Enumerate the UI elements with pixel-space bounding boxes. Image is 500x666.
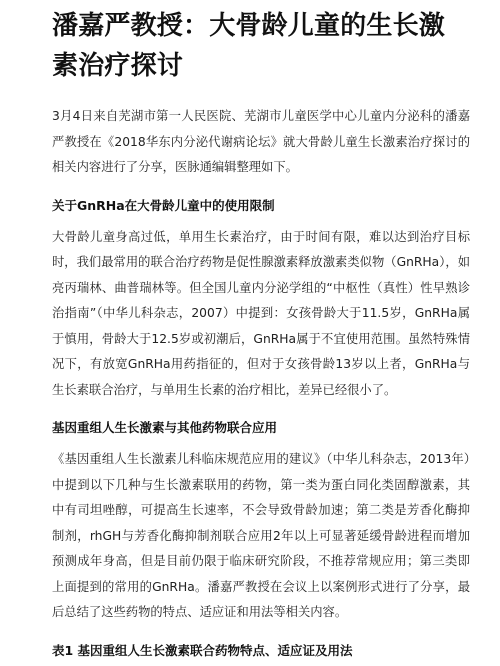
spacer	[52, 181, 470, 195]
section-body-combination-drugs: 《基因重组人生长激素儿科临床规范应用的建议》（中华儿科杂志，2013年）中提到以下几种与生长激素联用的药物，第一类为蛋白同化类固醇激素，其中有司坦唑醇，可提高生长速率，不会导致骨龄加速；第二类是芳香化酶抑制剂，rhGH与芳香化酶抑制剂联合应用2年以上可显著延缓骨龄进程而增加预测成年身高，但是目前仍限于临床研究阶段，不推荐常规应用；第三类即上面提到的常用的GnRHa。潘嘉严教授在会议上以案例形式进行了分享，最后总结了这些药物的特点、适应证和用法等相关内容。	[52, 452, 470, 619]
table-caption: 表1 基因重组人生长激素联合药物特点、适应证及用法	[52, 642, 353, 658]
section-heading-combination-drugs: 基因重组人生长激素与其他药物联合应用	[52, 420, 278, 435]
intro-paragraph: 3月4日来自芜湖市第一人民医院、芜湖市儿童医学中心儿童内分泌科的潘嘉严教授在《2018华东内分泌代谢病论坛》就大骨龄儿童生长激素治疗探讨的相关内容进行了分享，医脉通编辑整理如下。	[52, 109, 470, 174]
spacer	[52, 403, 470, 417]
spacer	[52, 217, 470, 225]
article-title: 潘嘉严教授：大骨龄儿童的生长激素治疗探讨	[52, 11, 446, 81]
section-body-gnrha-limits: 大骨龄儿童身高过低，单用生长素治疗，由于时间有限，难以达到治疗目标时，我们最常用的联合治疗药物是促性腺激素释放激素类似物（GnRHa），如亮丙瑞林、曲普瑞林等。但全国儿童内分泌学组的“中枢性（真性）性早熟诊治指南”（中华儿科杂志，2007）中提到：女孩骨龄大于11.5岁，GnRHa属于慎用，骨龄大于12.5岁或初潮后，GnRHa属于不宜使用范围。虽然特殊情况下，有放宽GnRHa用药指征的，但对于女孩骨龄13岁以上者，GnRHa与生长素联合治疗，与单用生长素的治疗相比，差异已经很小了。	[52, 229, 470, 397]
spacer	[52, 439, 470, 447]
section-heading-gnrha-limits: 关于GnRHa在大骨龄儿童中的使用限制	[52, 197, 275, 213]
spacer	[52, 626, 470, 640]
